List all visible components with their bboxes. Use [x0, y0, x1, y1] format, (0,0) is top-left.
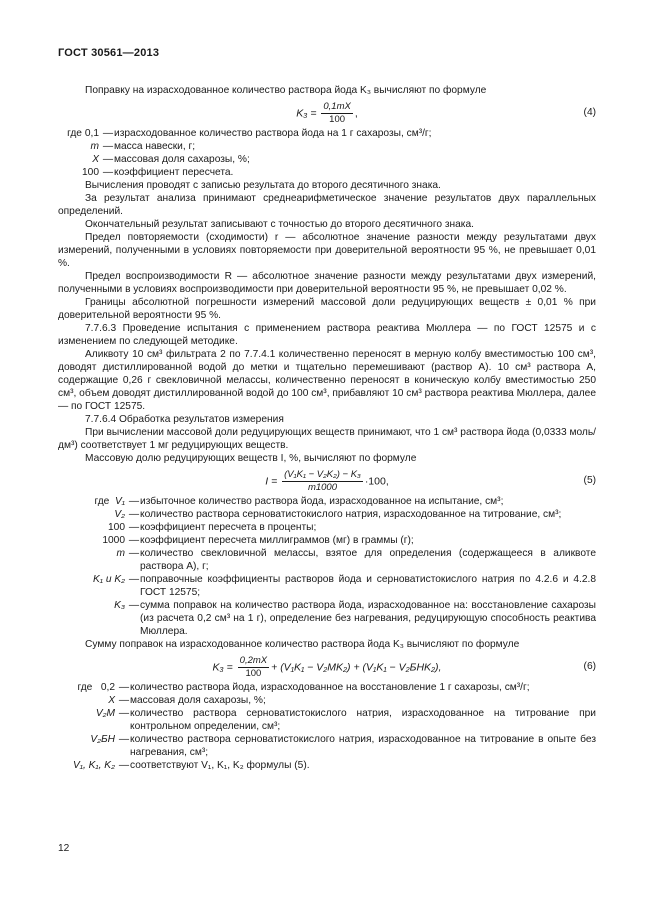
paragraph: Окончательный результат записывают с точностью до второго десятичного знака.: [85, 219, 474, 230]
def-text: массовая доля сахарозы, %;: [130, 695, 266, 706]
formula-6-denominator: 100: [245, 668, 262, 679]
formula-6-tail: + (V₁K₁ − V₂МK₂) + (V₁K₁ − V₂БНK₂),: [271, 661, 442, 674]
def-symbol: 100: [108, 522, 125, 533]
def-text: соответствуют V₁, K₁, K₂ формулы (5).: [130, 760, 310, 771]
def-text: коэффициент пересчета.: [114, 167, 234, 178]
section-heading: 7.7.6.3 Проведение испытания с применением раствора реактива Мюллера — по ГОСТ 12575 и с изменением по следующей методике.: [58, 323, 596, 347]
paragraph: Аликвоту 10 см³ фильтрата 2 по 7.7.4.1 количественно переносят в мерную колбу вместимостью 100 см³, доводят дистиллированной водой до метки и тщательно перемешивают (раствор А). 10 см³ раствора А, содержащие 0,26 г свекловичной мелассы, количественно переносят в коническую колбу вместимостью 250 см³, объем доводят дистиллированной водой до 100 см³, прибавляют 10 см³ раствора реактива Мюллера, далее — по ГОСТ 12575.: [58, 349, 596, 412]
paragraph: Границы абсолютной погрешности измерений массовой доли редуцирующих веществ ± 0,01 % при доверительной вероятности 95 %.: [58, 297, 596, 321]
def-text: массовая доля сахарозы, %;: [114, 154, 250, 165]
formula-4-number: (4): [583, 107, 596, 118]
def-text: количество раствора серноватистокислого натрия, израсходованное на титрование в опыте без нагревания, см³;: [130, 734, 596, 758]
def-symbol: K₁ и K₂: [92, 574, 125, 585]
formula-5-tail: ·100,: [364, 475, 389, 488]
paragraph: Массовую долю редуцирующих веществ I, %, вычисляют по формуле: [85, 453, 417, 464]
standard-header: ГОСТ 30561—2013: [58, 47, 160, 59]
def-text: коэффициент пересчета миллиграммов (мг) в граммы (г);: [140, 535, 414, 546]
def-text: сумма поправок на количество раствора йода, израсходованное на: восстановление сахарозы (из расчета 0,2 см³ на 1 г), определение без нагревания, редуцирующую способность реактива Мюллера.: [140, 600, 596, 637]
document-body: [58, 84, 596, 772]
formula-4-numerator: 0,1mX: [323, 101, 351, 112]
def-text: поправочные коэффициенты растворов йода и серноватистокислого натрия по 4.2.6 и 4.2.8 ГОСТ 12575;: [140, 574, 596, 598]
def-symbol: V₂БН: [90, 734, 115, 745]
formula-6-number: (6): [583, 661, 596, 672]
def-symbol: V₂М: [95, 708, 115, 719]
def-symbol: K₃: [114, 600, 125, 611]
def-text: масса навески, г;: [114, 141, 196, 152]
def-symbol: m: [116, 548, 125, 559]
formula-5-fraction: [282, 469, 363, 494]
formula-6: [58, 651, 596, 681]
def-symbol: V₁, K₁, K₂: [72, 760, 115, 771]
formula-4-fraction: [321, 101, 352, 126]
formula-5-number: (5): [583, 475, 596, 486]
definitions-formula-6: где 0,2 — количество раствора йода, израсходованное на восстановление 1 г сахарозы, см³/г; X — массовая доля сахарозы, %; V₂М — количество раствора серноватистокислого натрия, израсходованное на титрование при контрольном определении, см³; V₂БН — количество раствора серноватистокислого натрия, израсходованное на титрование в опыте без нагревания, см³; V₁, K₁, K₂ — соответствуют V₁, K₁, K₂ формулы (5).: [58, 681, 596, 772]
formula-5: [58, 465, 596, 495]
paragraph: Предел повторяемости (сходимости) r — абсолютное значение разности между результатами двух измерений, полученными в условиях повторяемости при доверительной вероятности 95 %, не превышает 0,01 %.: [58, 232, 596, 269]
paragraph: За результат анализа принимают среднеарифметическое значение результатов двух параллельных определений.: [58, 193, 596, 217]
formula-5-lhs: I =: [265, 475, 278, 488]
paragraph: При вычислении массовой доли редуцирующих веществ принимают, что 1 см³ раствора йода (0,0333 моль/дм³) соответствует 1 мг редуцирующих веществ.: [58, 427, 596, 451]
formula-4-lhs: K₃ =: [296, 107, 317, 120]
formula-4-denominator: 100: [329, 114, 346, 125]
def-symbol: V₂: [114, 509, 125, 520]
def-symbol: X: [92, 154, 99, 165]
section-heading: 7.7.6.4 Обработка результатов измерения: [85, 414, 284, 425]
formula-5-numerator: (V₁K₁ − V₂K₂) − K₃: [284, 469, 361, 480]
formula-4-tail: ,: [354, 107, 358, 120]
def-text: избыточное количество раствора йода, израсходованное на испытание, см³;: [140, 496, 504, 507]
formula-4: [58, 97, 596, 127]
definitions-formula-4: где 0,1 — израсходованное количество раствора йода на 1 г сахарозы, см³/г; m — масса навески, г; X — массовая доля сахарозы, %; 100 — коэффициент пересчета.: [58, 127, 596, 179]
def-text: количество раствора йода, израсходованное на восстановление 1 г сахарозы, см³/г;: [130, 682, 530, 693]
def-symbol: где V₁: [94, 496, 125, 507]
def-symbol: 100: [82, 167, 99, 178]
def-symbol: где 0,1: [67, 128, 99, 139]
def-symbol: где 0,2: [77, 682, 115, 693]
formula-5-denominator: m1000: [307, 482, 337, 493]
intro-formula-4: Поправку на израсходованное количество раствора йода K₃ вычисляют по формуле: [85, 85, 487, 96]
intro-formula-6: Сумму поправок на израсходованное количество раствора йода K₃ вычисляют по формуле: [85, 639, 520, 650]
paragraph: Предел воспроизводимости R — абсолютное значение разности между результатами двух измерений, полученными в условиях воспроизводимости при доверительной вероятности 95 %, не превышает 0,02 %.: [58, 271, 596, 295]
definitions-formula-5: где V₁ — избыточное количество раствора йода, израсходованное на испытание, см³; V₂ — количество раствора серноватистокислого натрия, израсходованное на титрование, см³; 100 — коэффициент пересчета в проценты; 1000 — коэффициент пересчета миллиграммов (мг) в граммы (г); m — количество свекловичной мелассы, взятое для определения (содержащееся в аликвоте раствора А), г; K₁ и K₂ — поправочные коэффициенты растворов йода и серноватистокислого натрия по 4.2.6 и 4.2.8 ГОСТ 12575; K₃ — сумма поправок на количество раствора йода, израсходованное на: восстановление сахарозы (из расчета 0,2 см³ на 1 г), определение без нагревания, редуцирующую способность реактива Мюллера.: [58, 495, 596, 638]
paragraph: Вычисления проводят с записью результата до второго десятичного знака.: [85, 180, 441, 191]
def-text: количество свекловичной мелассы, взятое для определения (содержащееся в аликвоте раствора А), г;: [140, 548, 596, 572]
formula-6-fraction: [238, 655, 269, 680]
def-text: коэффициент пересчета в проценты;: [140, 522, 317, 533]
formula-6-lhs: K₃ =: [212, 661, 233, 674]
def-symbol: m: [90, 141, 99, 152]
def-symbol: X: [108, 695, 115, 706]
def-symbol: 1000: [102, 535, 125, 546]
def-text: количество раствора серноватистокислого натрия, израсходованное на титрование, см³;: [140, 509, 562, 520]
page-number: 12: [58, 843, 70, 854]
def-text: израсходованное количество раствора йода на 1 г сахарозы, см³/г;: [114, 128, 432, 139]
formula-6-numerator: 0,2mX: [239, 655, 268, 666]
def-text: количество раствора серноватистокислого натрия, израсходованное на титрование при контрольном определении, см³;: [130, 708, 596, 732]
